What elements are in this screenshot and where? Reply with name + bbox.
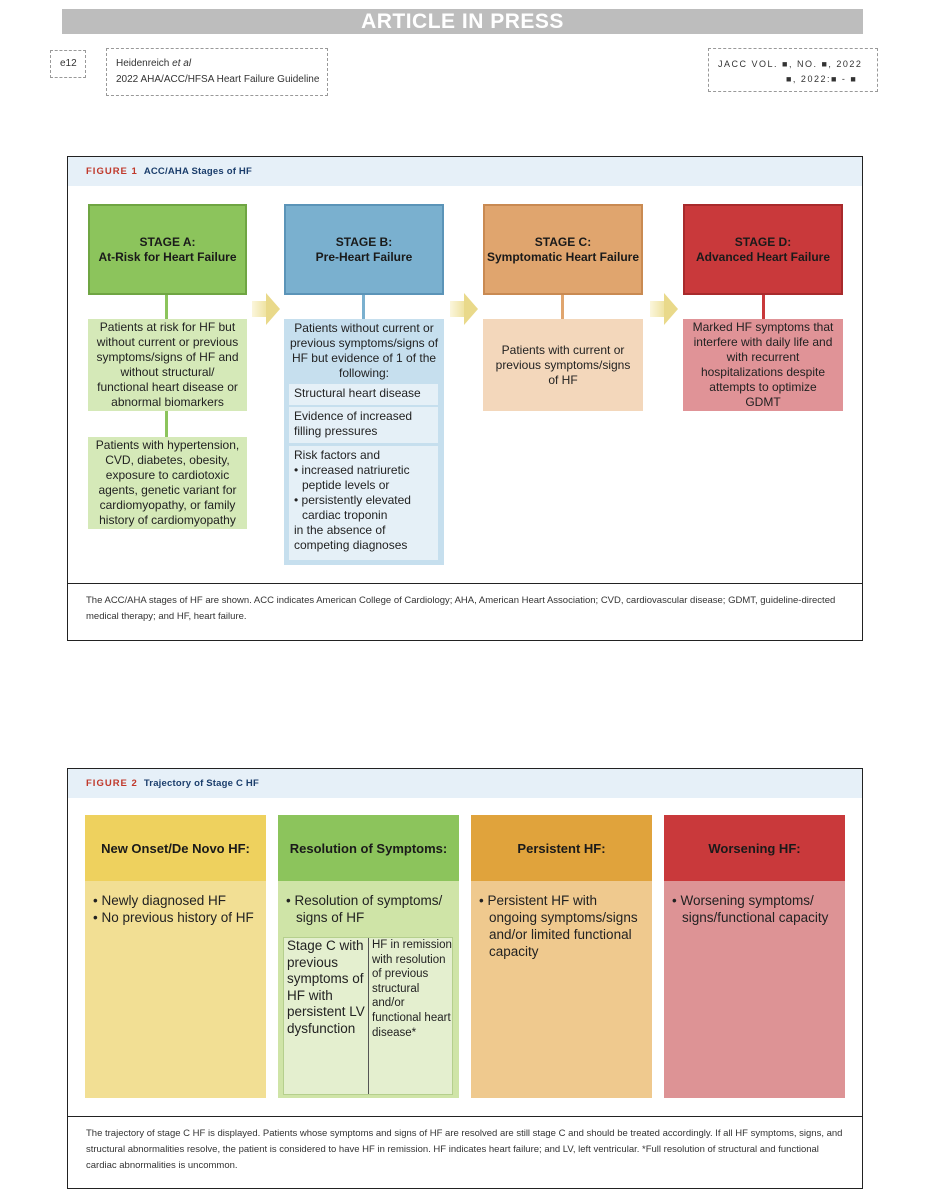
figure-2-title-text: Trajectory of Stage C HF bbox=[143, 778, 259, 789]
running-guideline: 2022 AHA/ACC/HFSA Heart Failure Guideline bbox=[116, 74, 320, 85]
resolution-sub-right: HF in remission with resolution of previous structural and/or functional heart disease* bbox=[372, 939, 452, 1039]
figure-2 bbox=[67, 768, 863, 1189]
stage-b-risk-bullet-1: • increased natriuretic peptide levels or bbox=[294, 463, 410, 492]
arrow-b-c-icon bbox=[464, 293, 478, 325]
arrow-a-b-icon bbox=[266, 293, 280, 325]
stage-a-description: Patients at risk for HF but without current or previous symptoms/signs of HF and without structural/ functional heart disease or abnormal biomarkers bbox=[88, 319, 247, 411]
figure-2-label: FIGURE 2 bbox=[86, 778, 138, 789]
worsening-title: Worsening HF: bbox=[664, 815, 845, 881]
stage-b-subtitle: Pre-Heart Failure bbox=[315, 249, 413, 264]
arrow-b-c-stem bbox=[450, 301, 464, 317]
resolution-list bbox=[284, 892, 454, 926]
new-onset-title: New Onset/De Novo HF: bbox=[85, 815, 266, 881]
stage-d-title: STAGE D: bbox=[734, 234, 792, 249]
stage-c-subtitle: Symptomatic Heart Failure bbox=[486, 249, 640, 264]
stage-b-risk-factors bbox=[289, 446, 438, 560]
figure-2-caption: The trajectory of stage C HF is displayed. Patients whose symptoms and signs of HF are resolved are still stage C and should be treated accordingly. If all HF symptoms, signs, and structural abnormalities resolve, the patient is considered to have HF in remission. HF indicates heart failure; and LV, left ventricular. *Full resolution of structural and functional cardiac abnormalities is uncommon. bbox=[68, 1116, 862, 1189]
figure-2-title bbox=[86, 778, 259, 789]
stage-d-subtitle: Advanced Heart Failure bbox=[695, 249, 831, 264]
arrow-a-b-stem bbox=[252, 301, 266, 317]
stage-c-connector bbox=[561, 295, 564, 319]
stage-b-title: STAGE B: bbox=[335, 234, 393, 249]
stage-b-description: Patients without current or previous symptoms/signs of HF but evidence of 1 of the following: bbox=[289, 321, 439, 380]
resolution-sub-left: Stage C with previous symptoms of HF with persistent LV dysfunction bbox=[287, 938, 365, 1036]
figure-1 bbox=[67, 156, 863, 641]
worsening-item-1: • Worsening symptoms/ signs/functional capacity bbox=[670, 892, 840, 926]
resolution-sub-divider bbox=[368, 938, 369, 1094]
stage-d-connector bbox=[762, 295, 765, 319]
stage-a-connector-2 bbox=[165, 411, 168, 437]
resolution-title: Resolution of Symptoms: bbox=[278, 815, 459, 881]
stage-b-header bbox=[284, 204, 444, 295]
stage-b-risk-bullet-2-text: persistently elevated cardiac troponin bbox=[301, 493, 411, 522]
stage-a-header bbox=[88, 204, 247, 295]
stage-d-description: Marked HF symptoms that interfere with daily life and with recurrent hospitalizations despite attempts to optimize GDMT bbox=[683, 319, 843, 411]
persistent-title: Persistent HF: bbox=[471, 815, 652, 881]
stage-b-connector bbox=[362, 295, 365, 319]
new-onset-item-1: • Newly diagnosed HF bbox=[91, 892, 261, 909]
stage-c-description: Patients with current or previous symptoms/signs of HF bbox=[483, 319, 643, 411]
stage-a-connector bbox=[165, 295, 168, 319]
figure-1-label: FIGURE 1 bbox=[86, 166, 138, 177]
arrow-c-d-stem bbox=[650, 301, 664, 317]
stage-a-subtitle: At-Risk for Heart Failure bbox=[98, 249, 237, 264]
new-onset-column bbox=[85, 815, 266, 1098]
resolution-column bbox=[278, 815, 459, 1098]
resolution-item-1: • Resolution of symptoms/ signs of HF bbox=[284, 892, 454, 926]
figure-1-title bbox=[86, 166, 252, 177]
stage-b-structural: Structural heart disease bbox=[289, 384, 438, 405]
journal-volume: JACC VOL. ■, NO. ■, 2022 bbox=[718, 59, 863, 69]
running-authors bbox=[116, 56, 191, 72]
journal-date: ■, 2022:■ - ■ bbox=[786, 74, 858, 84]
article-in-press-banner: ARTICLE IN PRESS bbox=[62, 9, 863, 34]
figure-1-caption: The ACC/AHA stages of HF are shown. ACC indicates American College of Cardiology; AHA, American Heart Association; CVD, cardiovascular disease; GDMT, guideline-directed medical therapy; and HF, heart failure. bbox=[68, 583, 862, 641]
arrow-c-d-icon bbox=[664, 293, 678, 325]
persistent-list bbox=[477, 892, 647, 960]
resolution-subpanel bbox=[283, 937, 453, 1095]
stage-c-header bbox=[483, 204, 643, 295]
new-onset-item-2: • No previous history of HF bbox=[91, 909, 261, 926]
stage-d-header bbox=[683, 204, 843, 295]
stage-c-title: STAGE C: bbox=[534, 234, 592, 249]
stage-a-examples: Patients with hypertension, CVD, diabetes, obesity, exposure to cardiotoxic agents, genetic variant for cardiomyopathy, or family history of cardiomyopathy bbox=[88, 437, 247, 529]
stage-b-risk-bullet-2: • persistently elevated cardiac troponin bbox=[294, 493, 411, 522]
persistent-item-1: • Persistent HF with ongoing symptoms/signs and/or limited functional capacity bbox=[477, 892, 647, 960]
stage-b-risk-bullet-1-text: increased natriuretic peptide levels or bbox=[301, 463, 410, 492]
authors-etal: et al bbox=[172, 58, 192, 69]
stage-b-risk-intro: Risk factors and bbox=[294, 448, 381, 462]
figure-1-title-text: ACC/AHA Stages of HF bbox=[143, 166, 252, 177]
stage-b-pressures: Evidence of increased filling pressures bbox=[289, 407, 438, 443]
stage-a-title: STAGE A: bbox=[139, 234, 196, 249]
stage-b-risk-outro: in the absence of competing diagnoses bbox=[294, 523, 408, 552]
worsening-list bbox=[670, 892, 840, 926]
worsening-column bbox=[664, 815, 845, 1098]
new-onset-list bbox=[91, 892, 261, 926]
authors-name: Heidenreich bbox=[116, 58, 173, 69]
persistent-column bbox=[471, 815, 652, 1098]
page-number: e12 bbox=[60, 58, 77, 69]
